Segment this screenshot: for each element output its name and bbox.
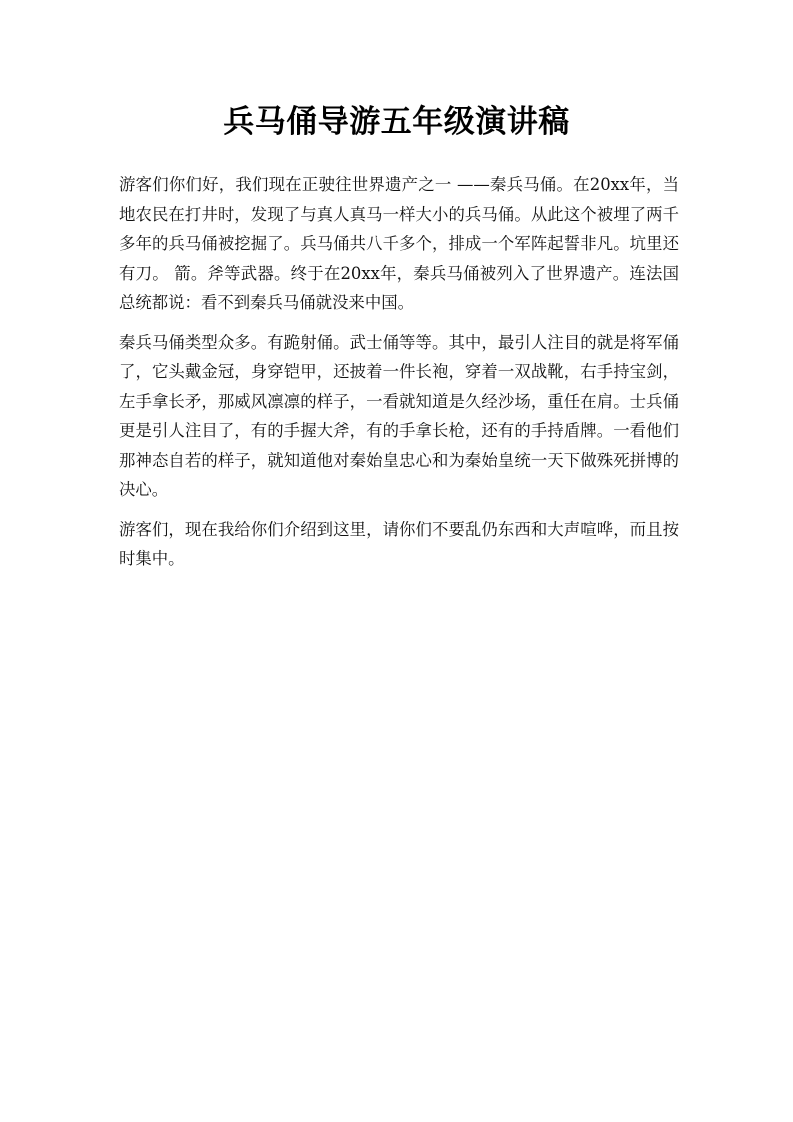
paragraph-3: 游客们，现在我给你们介绍到这里，请你们不要乱仍东西和大声喧哗，而且按时集中。 [119, 519, 679, 568]
document-title: 兵马俑导游五年级演讲稿 [223, 104, 570, 140]
document-body [119, 170, 679, 584]
paragraph-2: 秦兵马俑类型众多。有跪射俑。武士俑等等。其中，最引人注目的就是将军俑了，它头戴金冠，身穿铠甲，还披着一件长袍，穿着一双战靴，右手持宝剑，左手拿长矛，那威风凛凛的样子，一看就知道是久经沙场，重任在肩。士兵俑更是引人注目了，有的手握大斧，有的手拿长枪，还有的手持盾牌。一看他们那神态自若的样子，就知道他对秦始皇忠心和为秦始皇统一天下做殊死拼博的决心。 [119, 332, 679, 499]
paragraph-1: 游客们你们好，我们现在正驶往世界遗产之一 ——秦兵马俑。在20xx年，当地农民在打井时，发现了与真人真马一样大小的兵马俑。从此这个被埋了两千多年的兵马俑被挖掘了。兵马俑共八千多个，排成一个军阵起誓非凡。坑里还有刀。 箭。斧等武器。终于在20xx年，秦兵马俑被列入了世界遗产。连法国总统都说：看不到秦兵马俑就没来中国。 [119, 175, 679, 312]
